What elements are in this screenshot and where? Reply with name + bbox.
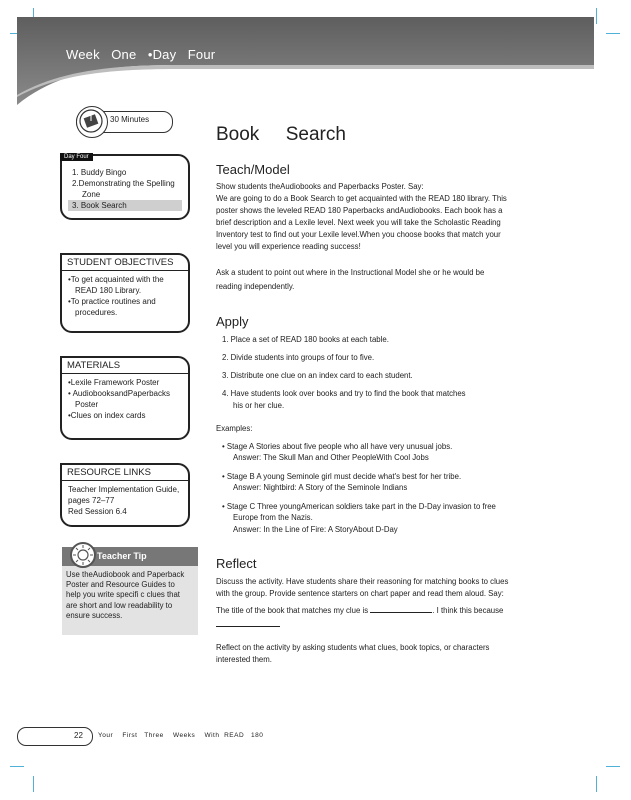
objectives-box [60,253,190,333]
page-title: Book Search [216,124,346,145]
prompt-text: . I think this because [432,606,504,615]
resource-item: pages 72–77 [68,496,115,505]
apply-step: 4. Have students look over books and try to find the book that matches [222,389,466,398]
materials-title: MATERIALS [62,358,188,374]
crop-mark [606,766,620,767]
teach-model-text [216,181,531,253]
tip-line: ensure success. [66,610,123,620]
text-line: Discuss the activity. Have students share their reasoning for matching books to clues [216,577,509,586]
crop-mark [596,8,597,24]
crop-mark [606,33,620,34]
text-line: brief description and a Lexile level. Next week you will take the Scholastic Reading [216,218,501,227]
resource-links-title: RESOURCE LINKS [62,465,188,481]
tip-line: Poster and Resource Guides to [66,580,175,590]
text-line: Reflect on the activity by asking students what clues, book topics, or characters [216,643,490,652]
materials-box [60,356,190,440]
text-line: level you will experience reading success! [216,242,361,251]
text-line: Inventory test to find out your Lexile level.When you choose books that match your [216,230,501,239]
text-line: Ask a student to point out where in the Instructional Model she or he would be [216,268,485,277]
reflect-closing [216,642,531,666]
examples-label: Examples: [216,424,253,433]
agenda-box [60,154,190,220]
objective-item: •To practice routines and [68,297,156,306]
objective-item: •To get acquainted with the [68,275,164,284]
time-label: 30 Minutes [110,115,150,124]
agenda-item: 2.Demonstrating the Spelling [72,179,175,188]
apply-heading: Apply [216,314,249,329]
page-header-title: Week One •Day Four [66,47,216,62]
teacher-tip-body [66,570,194,621]
tip-line: Use theAudiobook and Paperback [66,570,185,579]
objective-item: READ 180 Library. [75,286,142,295]
objective-item: procedures. [75,308,118,317]
example-answer: Answer: The Skull Man and Other PeopleWith Cool Jobs [233,453,429,462]
resource-links-box [60,463,190,527]
example-item: • Stage B A young Seminole girl must decide what's best for her tribe. [222,472,462,481]
agenda-item: Zone [82,190,101,199]
sun-icon [70,542,96,568]
text-line: poster shows the leveled READ 180 Paperbacks andAudiobooks. Each book has a [216,206,503,215]
resource-item: Red Session 6.4 [68,507,127,516]
agenda-item-current: 3. Book Search [68,200,182,211]
resource-item: Teacher Implementation Guide, [68,485,180,494]
apply-step: 2. Divide students into groups of four to five. [222,353,375,362]
apply-step: 1. Place a set of READ 180 books at each table. [222,335,389,344]
tip-line: help you write specifi c clues that [66,590,180,600]
footer-text: Your First Three Weeks With READ 180 [98,732,264,739]
crop-mark [10,766,24,767]
reflect-heading: Reflect [216,556,257,571]
tip-line: are short and low readability to [66,600,173,610]
material-item: • AudiobooksandPaperbacks [68,389,170,398]
example-answer: Answer: In the Line of Fire: A StoryAbout D-Day [233,525,398,534]
prompt-text: The title of the book that matches my clue is [216,606,369,615]
material-item: •Lexile Framework Poster [68,378,160,387]
text-line: with the group. Provide sentence starters on chart paper and read them aloud. Say: [216,589,504,598]
reflect-text [216,576,531,600]
answer-blank-line [216,626,280,627]
sentence-starter [216,604,531,617]
material-item: Poster [75,400,99,409]
example-item-cont: Europe from the Nazis. [233,513,313,522]
crop-mark [596,776,597,792]
example-answer: Answer: Nightbird: A Story of the Seminole Indians [233,483,408,492]
teach-model-heading: Teach/Model [216,162,290,177]
text-line: reading independently. [216,282,295,291]
text-line: interested them. [216,655,272,664]
material-item: •Clues on index cards [68,411,146,420]
text-line: Show students theAudiobooks and Paperbacks Poster. Say: [216,182,424,191]
apply-step: his or her clue. [233,401,285,410]
page-number: 22 [74,731,83,740]
ask-student-text [216,267,531,293]
agenda-item: 1. Buddy Bingo [72,168,127,177]
crop-mark [33,776,34,792]
apply-step: 3. Distribute one clue on an index card to each student. [222,371,413,380]
answer-blank [370,604,432,613]
example-item: • Stage A Stories about five people who all have very unusual jobs. [222,442,453,451]
text-line: We are going to do a Book Search to get acquainted with the READ 180 library. This [216,194,507,203]
day-tag: Day Four [60,153,93,161]
example-item: • Stage C Three youngAmerican soldiers take part in the D-Day invasion to free [222,502,496,511]
teacher-tip-title: Teacher Tip [97,551,147,561]
clock-icon [76,106,108,138]
objectives-title: STUDENT OBJECTIVES [62,255,188,271]
